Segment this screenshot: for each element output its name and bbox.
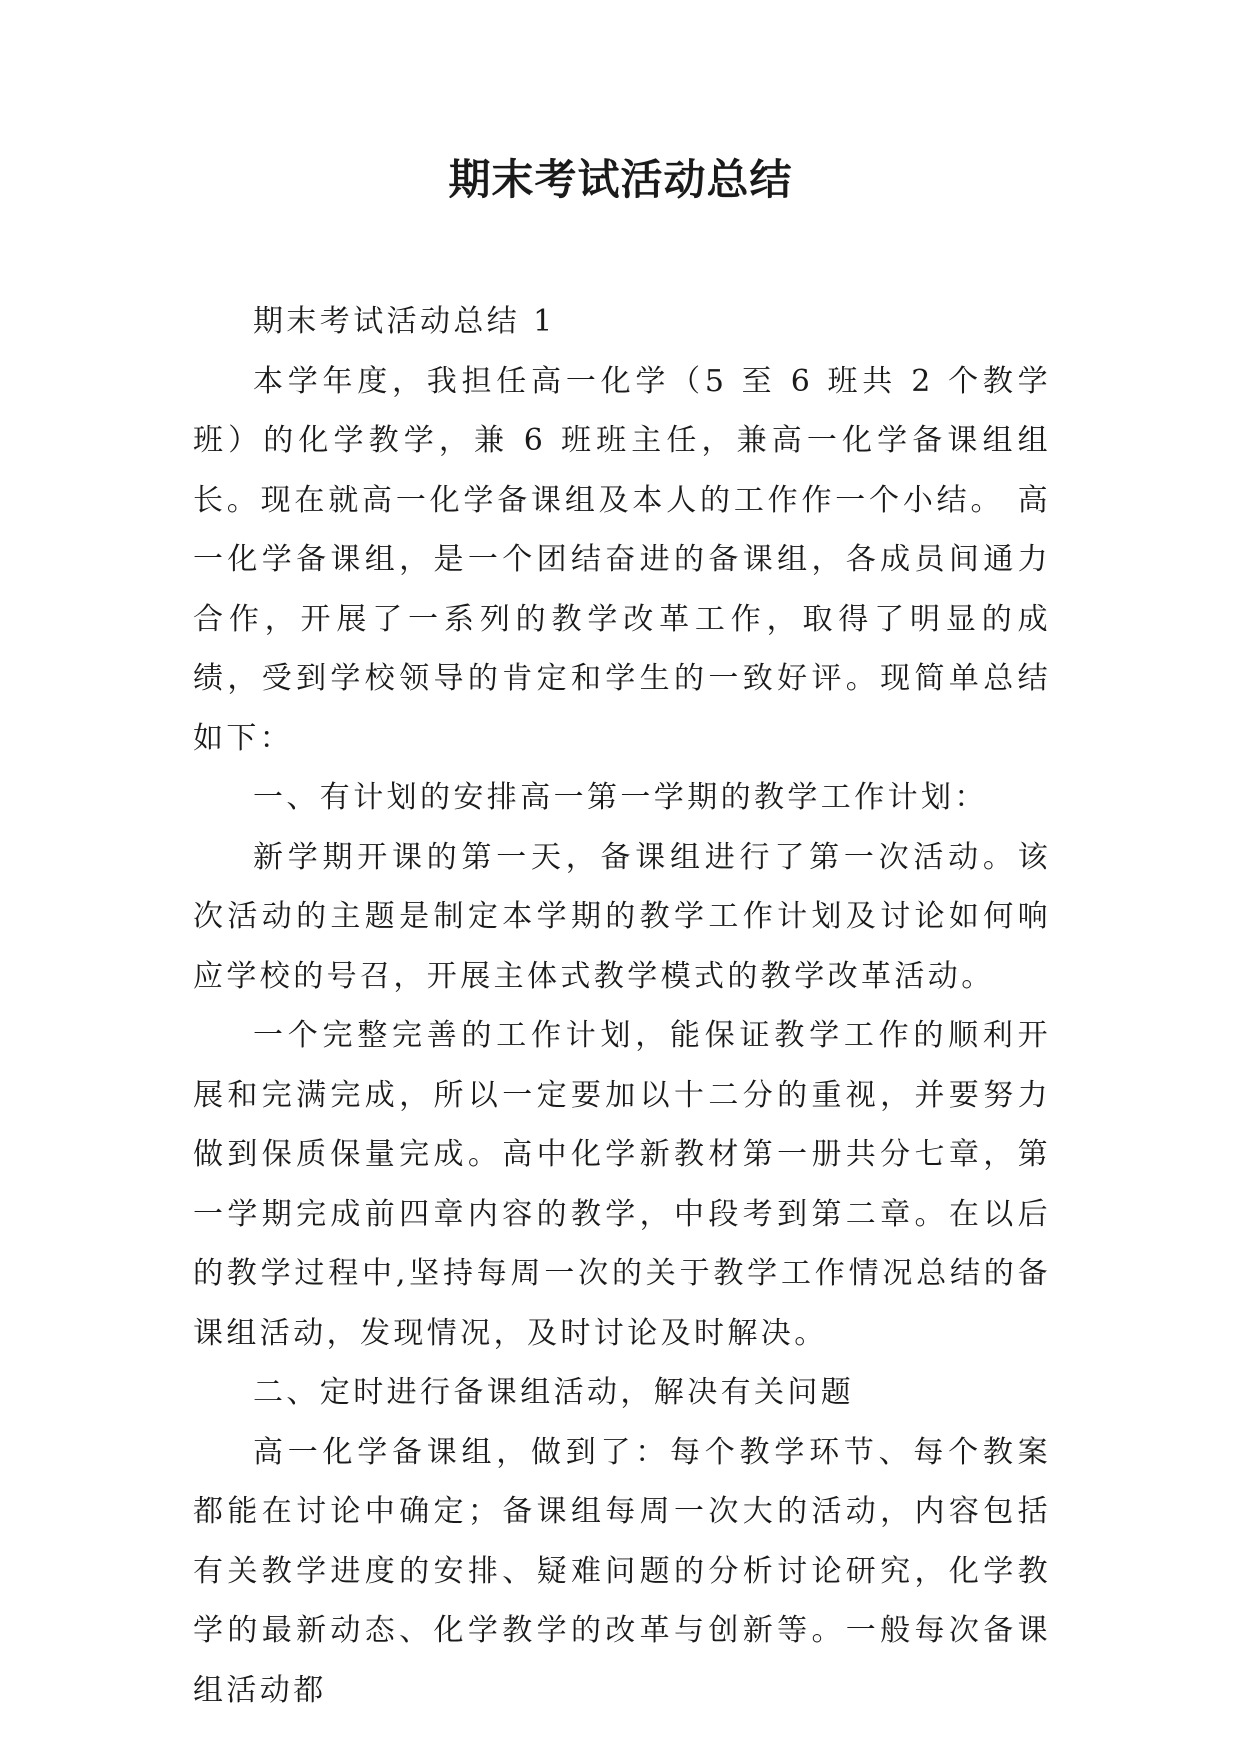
paragraph: 新学期开课的第一天，备课组进行了第一次活动。该次活动的主题是制定本学期的教学工作计划及讨论如何响应学校的号召，开展主体式教学模式的教学改革活动。 [193,839,1051,994]
section-heading: 二、定时进行备课组活动，解决有关问题 [253,1375,855,1410]
document-title: 期末考试活动总结 [448,155,793,204]
section-heading: 期末考试活动总结 1 [253,304,556,339]
section-heading: 一、有计划的安排高一第一学期的教学工作计划： [253,780,988,815]
paragraph: 本学年度，我担任高一化学（5 至 6 班共 2 个教学班）的化学教学，兼 6 班班主任，兼高一化学备课组组长。现在就高一化学备课组及本人的工作作一个小结。 高一化学备课组，是一个团结奋进的备课组，各成员间通力合作，开展了一系列的教学改革工作，取得了明显的成绩，受到学校领导的肯定和学生的一致好评。现简单总结如下： [193,363,1051,756]
paragraph: 一个完整完善的工作计划，能保证教学工作的顺利开展和完满完成，所以一定要加以十二分的重视，并要努力做到保质保量完成。高中化学新教材第一册共分七章，第一学期完成前四章内容的教学，中段考到第二章。在以后的教学过程中,坚持每周一次的关于教学工作情况总结的备课组活动，发现情况，及时讨论及时解决。 [193,1018,1051,1351]
paragraph: 高一化学备课组，做到了：每个教学环节、每个教案都能在讨论中确定；备课组每周一次大的活动，内容包括有关教学进度的安排、疑难问题的分析讨论研究，化学教学的最新动态、化学教学的改革与创新等。一般每次备课组活动都 [193,1434,1051,1708]
document-body [193,292,1051,1720]
